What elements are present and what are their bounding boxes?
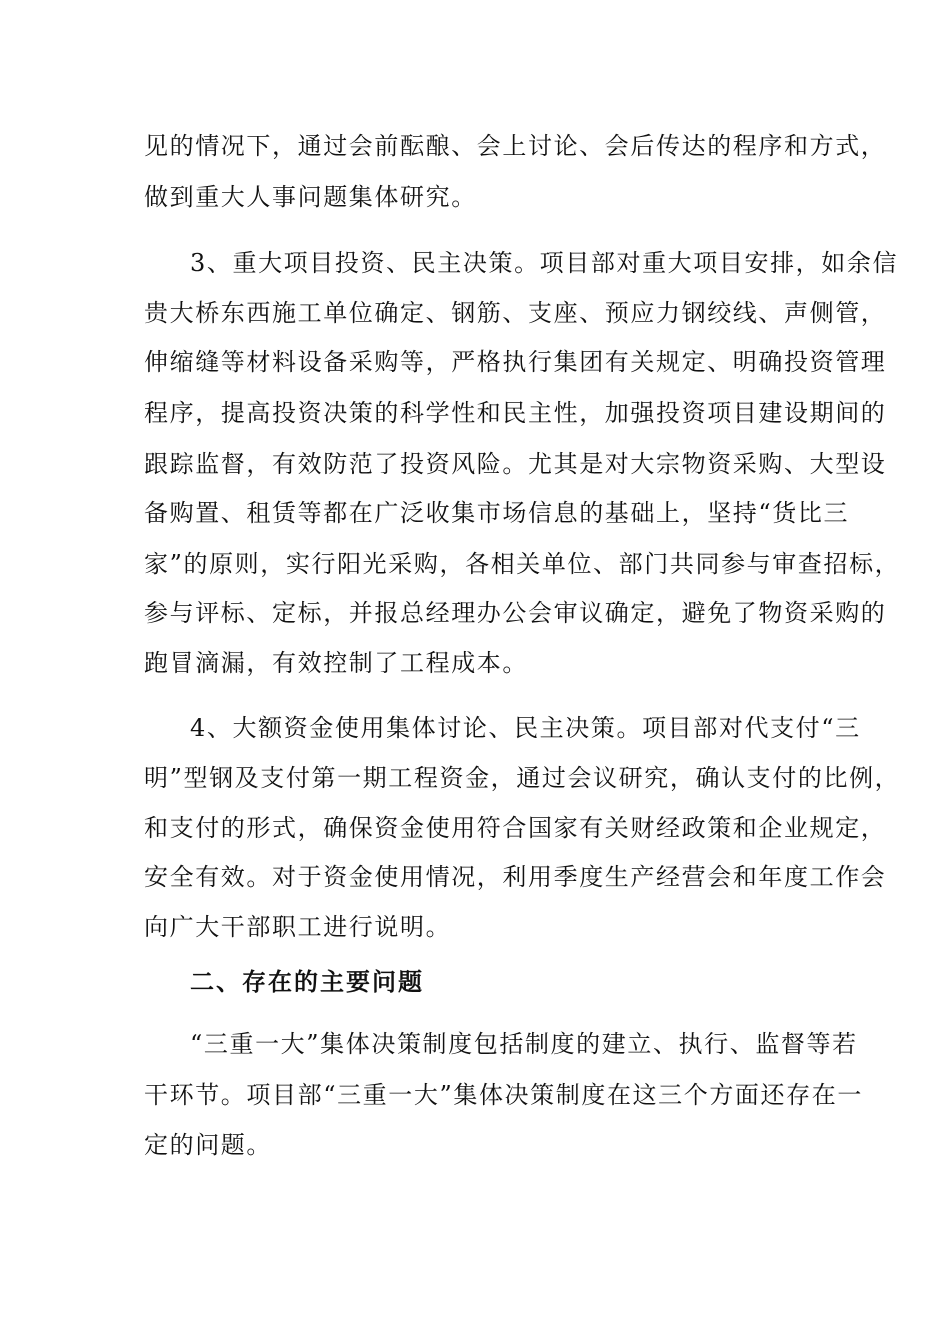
- paragraph-2-line-5: 跟踪监督，有效防范了投资风险。尤其是对大宗物资采购、大型设: [144, 450, 887, 478]
- paragraph-3-line-3: 和支付的形式，确保资金使用符合国家有关财经政策和企业规定，: [144, 814, 887, 842]
- paragraph-3-line-1: 4、大额资金使用集体讨论、民主决策。项目部对代支付“三: [190, 714, 861, 742]
- paragraph-2-line-4: 程序，提高投资决策的科学性和民主性，加强投资项目建设期间的: [144, 399, 887, 427]
- paragraph-2-line-1: 3、重大项目投资、民主决策。项目部对重大项目安排，如余信: [190, 249, 899, 277]
- paragraph-4-line-3: 定的问题。: [144, 1131, 272, 1159]
- paragraph-1-line-2: 做到重大人事问题集体研究。: [144, 183, 477, 211]
- paragraph-3-line-4: 安全有效。对于资金使用情况，利用季度生产经营会和年度工作会: [144, 863, 887, 891]
- paragraph-3-line-2: 明”型钢及支付第一期工程资金，通过会议研究，确认支付的比例，: [144, 764, 901, 792]
- paragraph-2-line-6: 备购置、租赁等都在广泛收集市场信息的基础上，坚持“货比三: [144, 499, 850, 527]
- paragraph-2-line-8: 参与评标、定标，并报总经理办公会审议确定，避免了物资采购的: [144, 599, 887, 627]
- paragraph-1-line-1: 见的情况下，通过会前酝酿、会上讨论、会后传达的程序和方式，: [144, 132, 887, 160]
- paragraph-2-line-9: 跑冒滴漏，有效控制了工程成本。: [144, 649, 528, 677]
- paragraph-4-line-1: “三重一大”集体决策制度包括制度的建立、执行、监督等若: [190, 1030, 858, 1058]
- paragraph-2-line-3: 伸缩缝等材料设备采购等，严格执行集团有关规定、明确投资管理: [144, 348, 887, 376]
- paragraph-2-line-7: 家”的原则，实行阳光采购，各相关单位、部门共同参与审查招标，: [144, 550, 901, 578]
- paragraph-4-line-2: 干环节。项目部“三重一大”集体决策制度在这三个方面还存在一: [144, 1081, 863, 1109]
- section-heading: 二、存在的主要问题: [190, 967, 424, 996]
- paragraph-3-line-5: 向广大干部职工进行说明。: [144, 913, 452, 941]
- paragraph-2-line-2: 贵大桥东西施工单位确定、钢筋、支座、预应力钢绞线、声侧管，: [144, 299, 887, 327]
